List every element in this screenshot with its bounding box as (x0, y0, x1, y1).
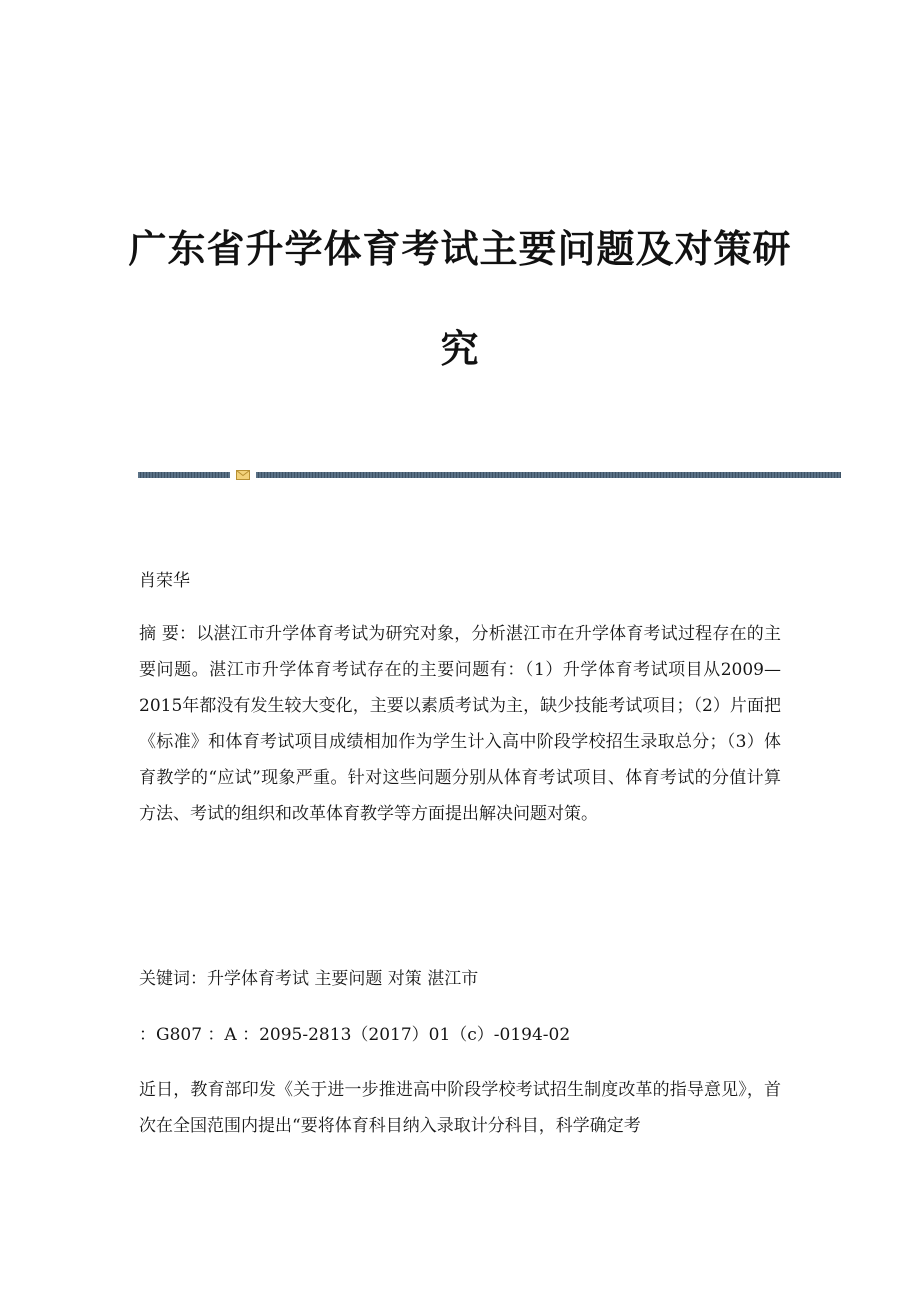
divider-bar-right (256, 472, 841, 478)
document-title-line-2: 究 (440, 327, 480, 371)
keywords-line: 关键词：升学体育考试 主要问题 对策 湛江市 (139, 969, 479, 989)
abstract-paragraph: 摘 要：以湛江市升学体育考试为研究对象，分析湛江市在升学体育考试过程存在的主要问题。湛江市升学体育考试存在的主要问题有：（1）升学体育考试项目从2009—2015年都没有发生较大变化，主要以素质考试为主，缺少技能考试项目；（2）片面把《标准》和体育考试项目成绩相加作为学生计入高中阶段学校招生录取总分；（3）体育教学的“应试”现象严重。针对这些问题分别从体育考试项目、体育考试的分值计算方法、考试的组织和改革体育教学等方面提出解决问题对策。 (139, 624, 781, 824)
body-paragraph: 近日，教育部印发《关于进一步推进高中阶段学校考试招生制度改革的指导意见》，首次在全国范围内提出“要将体育科目纳入录取计分科目，科学确定考 (139, 1080, 781, 1136)
title-divider (138, 470, 841, 480)
document-title-line-1: 广东省升学体育考试主要问题及对策研 (128, 227, 792, 271)
author-name: 肖荣华 (139, 571, 190, 591)
classification-line: ：G807 ：A ：2095-2813（2017）01（c）-0194-02 (139, 1025, 571, 1045)
divider-bar-left (138, 472, 230, 478)
envelope-icon (236, 470, 250, 480)
